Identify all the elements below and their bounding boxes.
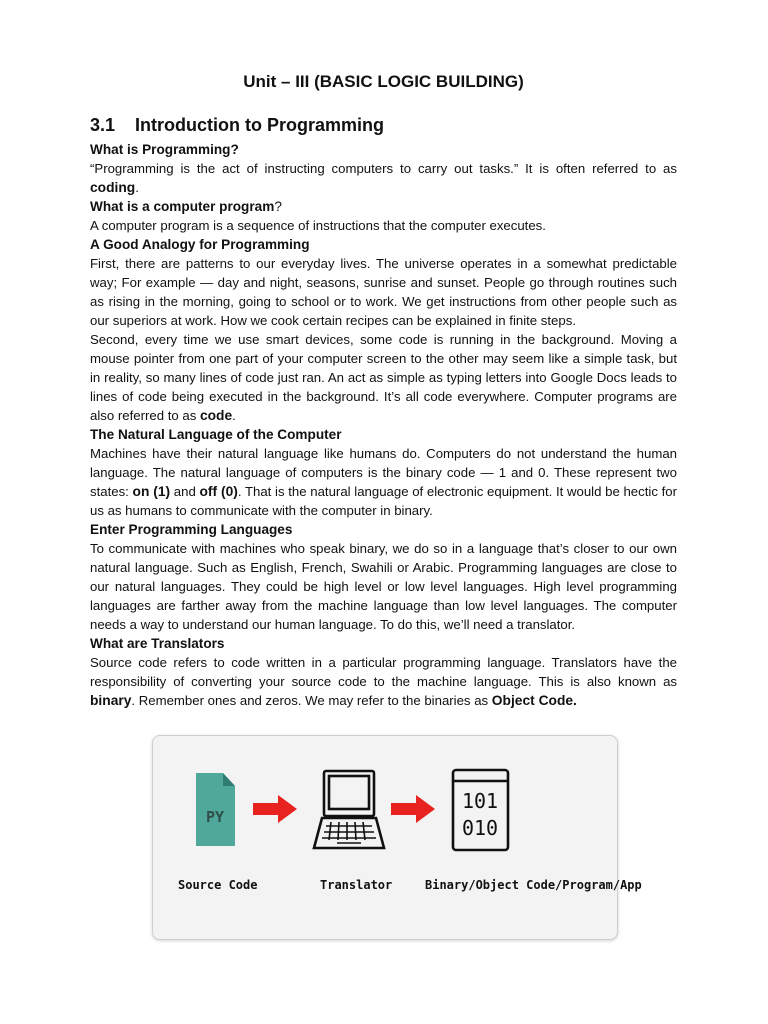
file-label: PY <box>205 808 225 826</box>
arrow-right-icon <box>391 795 435 823</box>
paragraph-natural-language: Machines have their natural language like humans do. Computers do not understand the human language. The natural language of computers is the binary code — 1 and 0. These represent two states: on (1) and off (0). That is the natural language of electronic equipment. It would be hectic for us as humans to communicate with the computer in binary. <box>90 446 677 518</box>
label-source-code: Source Code <box>178 878 258 892</box>
translation-diagram <box>152 735 642 940</box>
section-heading <box>90 115 384 136</box>
heading-programming-languages: Enter Programming Languages <box>90 522 293 537</box>
paragraph-what-is-programming: “Programming is the act of instructing computers to carry out tasks.” It is often referred to as coding. <box>90 161 677 195</box>
binary-line-2: 010 <box>461 816 499 840</box>
paragraph-programming-languages: To communicate with machines who speak binary, we do so in a language that’s closer to our own natural language. Such as English, French, Swahili or Arabic. Programming languages are close to our natural languages. They could be high level or low level languages. High level programming languages are farther away from the machine language than low level languages. The computer needs a way to understand our human language. To do this, we’ll need a translator. <box>90 541 677 632</box>
laptop-icon <box>314 771 384 848</box>
arrow-right-icon <box>253 795 297 823</box>
heading-translators: What are Translators <box>90 636 225 651</box>
python-file-icon <box>196 773 235 846</box>
label-translator: Translator <box>320 878 393 892</box>
paragraph-analogy-2: Second, every time we use smart devices, some code is running in the background. Moving a mouse pointer from one part of your computer screen to the other may seem like a simple task, but in reality, so many lines of code just ran. An act as simple as typing letters into Google Docs leads to lines of code being executed in the background. It’s all code everywhere. Computer programs are also referred to as code. <box>90 332 677 423</box>
paragraph-translators: Source code refers to code written in a particular programming language. Translators have the responsibility of converting your source code to the machine language. This is also known as binary. Remember ones and zeros. We may refer to the binaries as Object Code. <box>90 655 677 708</box>
heading-analogy: A Good Analogy for Programming <box>90 237 310 252</box>
binary-window-icon <box>453 770 508 850</box>
paragraph-analogy-1: First, there are patterns to our everyday lives. The universe operates in a somewhat predictable way; For example — day and night, seasons, sunrise and sunset. People go through routines such as rising in the morning, going to school or to work. We get instructions from other people such as our superiors at work. How we cook certain recipes can be explained in finite steps. <box>90 256 677 328</box>
paragraph-computer-program: A computer program is a sequence of instructions that the computer executes. <box>90 218 546 233</box>
heading-what-is-programming: What is Programming? <box>90 142 239 157</box>
section-title: Introduction to Programming <box>135 115 384 135</box>
document-body <box>90 140 677 710</box>
heading-computer-program: What is a computer program? <box>90 199 282 214</box>
heading-natural-language: The Natural Language of the Computer <box>90 427 342 442</box>
label-binary-object-code: Binary/Object Code/Program/App <box>425 878 642 892</box>
section-number: 3.1 <box>90 115 116 135</box>
unit-title: Unit – III (BASIC LOGIC BUILDING) <box>243 72 524 91</box>
binary-line-1: 101 <box>461 789 499 813</box>
diagram-graphic <box>153 736 617 939</box>
